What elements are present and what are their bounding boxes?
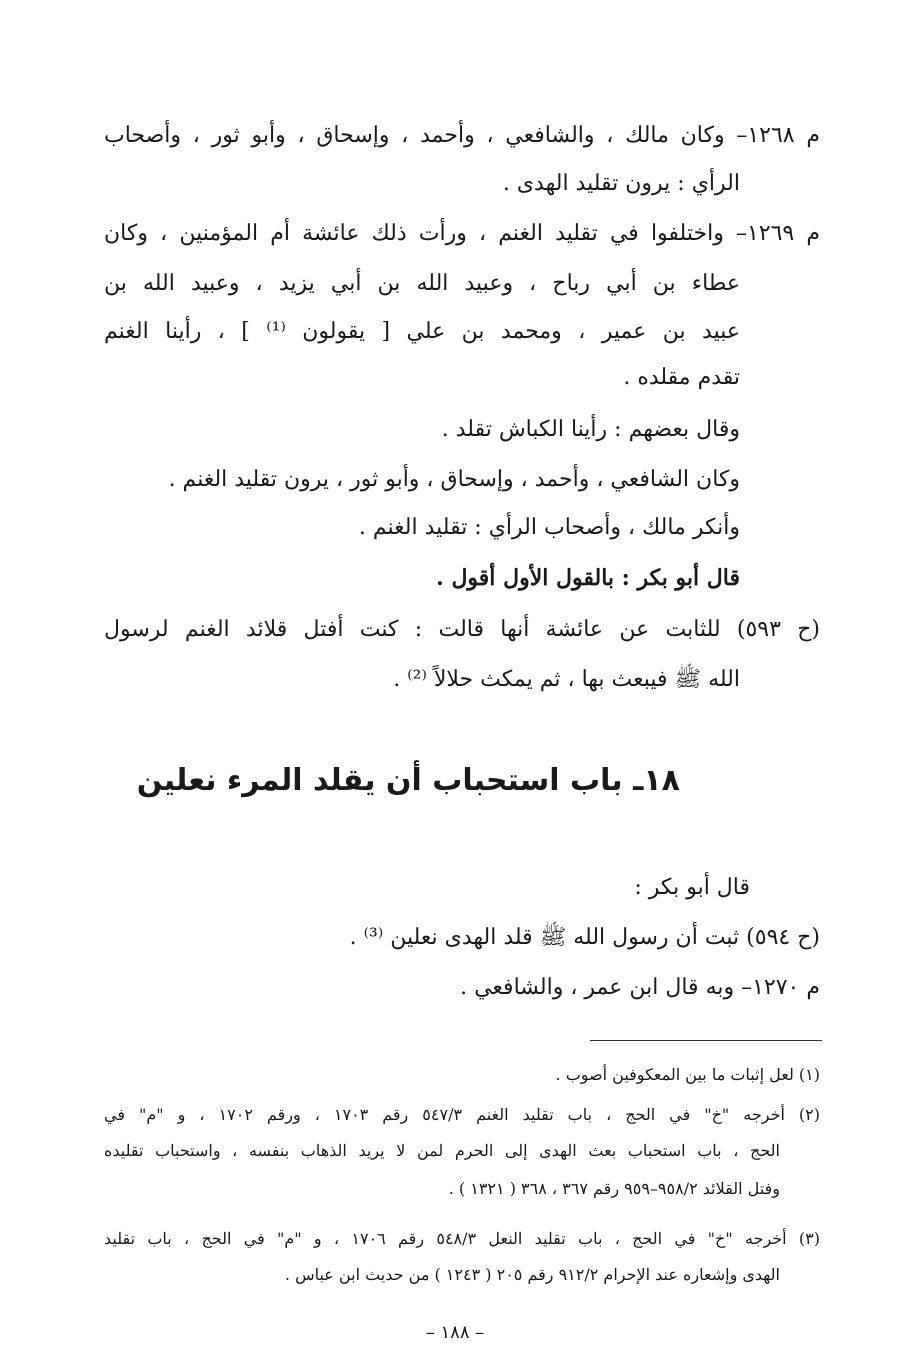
masalah-1270: م ١٢٧٠– وبه قال ابن عمر ، والشافعي . [460,975,820,1000]
masalah-1268-line-2: الرأي : يرون تقليد الهدى . [502,171,740,196]
masalah-1269-line-2: عطاء بن أبي رباح ، وعبيد الله بن أبي يزيد ، وعبيد الله بن [104,271,740,296]
footnote-3-line-1: (٣) أخرجه "خ" في الحج ، باب تقليد النعل ٥٤٨/٣ رقم ١٧٠٦ ، و "م" في الحج ، باب تقليد [104,1229,820,1248]
footnote-2-line-3: وفتل القلائد ٩٥٨/٢–٩٥٩ رقم ٣٦٧ ، ٣٦٨ ( ١٣٢١ ) . [448,1179,780,1198]
abu-bakr-said: قال أبو بكر : [634,875,750,900]
footnote-separator [590,1040,822,1041]
hadith-593-line-1: (ح ٥٩٣) للثابت عن عائشة أنها قالت : كنت أفتل قلائد الغنم لرسول [104,617,820,642]
masalah-1269-line-4: تقدم مقلده . [623,365,740,390]
some-said-line: وقال بعضهم : رأينا الكباش تقلد . [441,417,740,442]
malik-line: وأنكر مالك ، وأصحاب الرأي : تقليد الغنم . [358,515,740,540]
footnote-3-line-2: الهدى وإشعاره عند الإحرام ٩١٢/٢ رقم ٢٠٥ ( ١٢٤٣ ) من حديث ابن عباس . [284,1265,780,1284]
footnote-1: (١) لعل إثبات ما بين المعكوفين أصوب . [555,1065,820,1084]
footnote-2-line-2: الحج ، باب استحباب بعث الهدى إلى الحرم لمن لا يريد الذهاب بنفسه ، واستحباب تقليده [104,1141,780,1160]
masalah-1269-line-3: عبيد بن عمير ، ومحمد بن علي [ يقولون ⁽¹⁾ ] ، رأينا الغنم [104,319,740,344]
footnote-2-line-1: (٢) أخرجه "خ" في الحج ، باب تقليد الغنم ٥٤٧/٣ رقم ١٧٠٣ ، ورقم ١٧٠٢ ، و "م" في [104,1105,820,1124]
shafii-line: وكان الشافعي ، وأحمد ، وإسحاق ، وأبو ثور ، يرون تقليد الغنم . [168,467,740,492]
chapter-title: ١٨ـ باب استحباب أن يقلد المرء نعلين [136,763,680,798]
hadith-593-line-2: الله ﷺ فيبعث بها ، ثم يمكث حلالاً ⁽²⁾ . [393,667,740,692]
abu-bakr-saying: قال أبو بكر : بالقول الأول أقول . [436,565,740,591]
page-number: – ١٨٨ – [425,1322,485,1343]
masalah-1269-line-1: م ١٢٦٩– واختلفوا في تقليد الغنم ، ورأت ذلك عائشة أم المؤمنين ، وكان [104,221,820,246]
masalah-1268-line-1: م ١٢٦٨– وكان مالك ، والشافعي ، وأحمد ، وإسحاق ، وأبو ثور ، وأصحاب [104,123,820,148]
hadith-594: (ح ٥٩٤) ثبت أن رسول الله ﷺ قلد الهدى نعلين ⁽³⁾ . [349,925,820,950]
